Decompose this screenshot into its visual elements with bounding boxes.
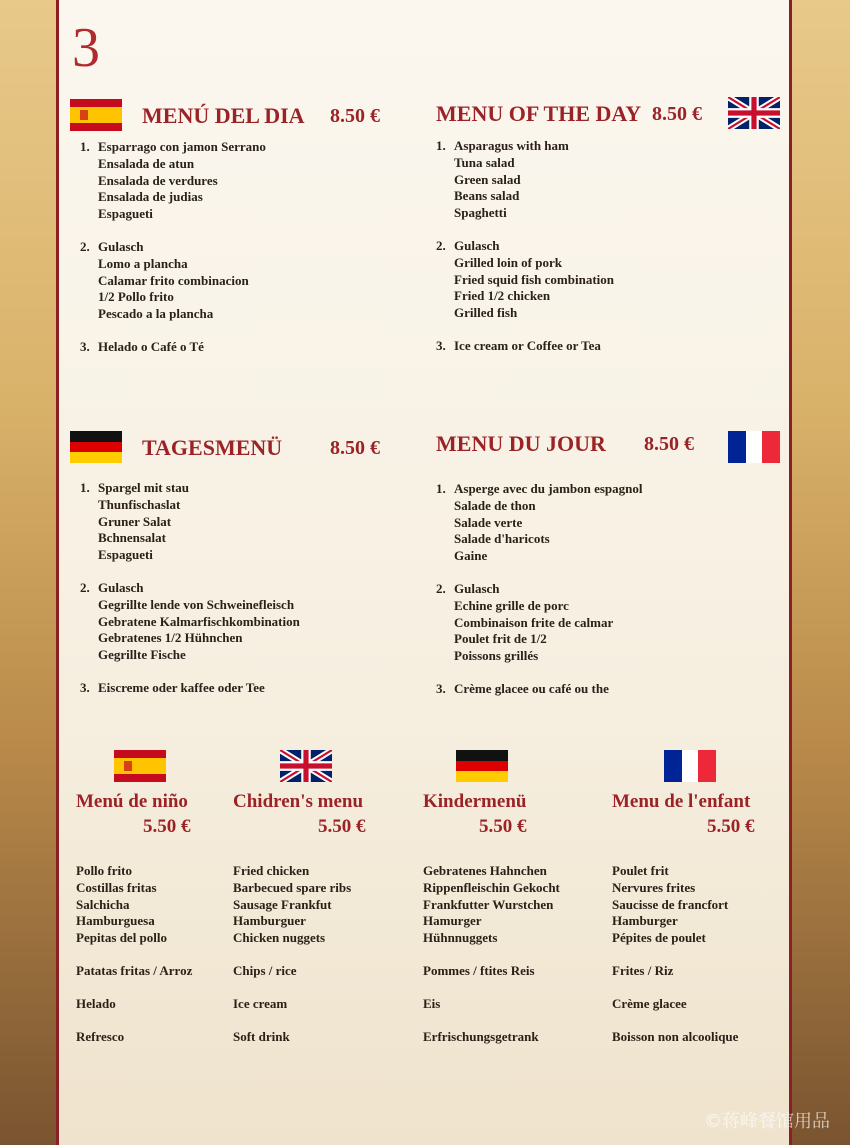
menu-item [80, 647, 300, 664]
menu-item-label: Ice cream or Coffee or Tea [454, 337, 601, 353]
menu-item-label: Gulasch [98, 238, 144, 254]
course-number: 1. [80, 139, 90, 154]
kids-group [233, 1029, 351, 1046]
course-1 [80, 480, 300, 564]
menu-item [80, 680, 300, 697]
menu-item-label: Gaine [454, 548, 488, 564]
menu-item [80, 273, 266, 290]
kids-item: Pollo frito [76, 863, 132, 878]
kids-title-de: Kindermenü [423, 791, 527, 812]
menu-item [436, 205, 614, 222]
menu-item [436, 581, 643, 598]
menu-item [436, 615, 643, 632]
course-1 [80, 139, 266, 223]
menu-item [436, 238, 614, 255]
course-number: 3. [80, 679, 90, 695]
menu-item-label: Poulet frit de 1/2 [454, 631, 547, 647]
menu-item [436, 681, 643, 698]
kids-item: Erfrischungsgetrank [423, 1028, 539, 1044]
menu-item-label: Bchnensalat [98, 530, 166, 546]
kids-item: Ice cream [233, 995, 288, 1011]
menu-title-fr: MENU DU JOUR [436, 431, 606, 456]
menu-list-de [80, 480, 300, 713]
menu-item [80, 256, 266, 273]
menu-item-label: Combinaison frite de calmar [454, 614, 614, 630]
germany-flag-icon [456, 750, 508, 782]
kids-item: Soft drink [233, 1028, 290, 1044]
menu-item-label: Gulasch [98, 579, 144, 595]
kids-list-fr [612, 863, 738, 1061]
kids-group [76, 863, 192, 947]
menu-item-label: Fried 1/2 chicken [454, 288, 551, 304]
menu-item-label: Thunfischaslat [98, 496, 181, 512]
kids-group [423, 1029, 560, 1046]
kids-price-en: 5.50 € [318, 816, 366, 837]
menu-item [80, 530, 300, 547]
menu-item-label: Beans salad [454, 188, 520, 204]
kids-title-es: Menú de niño [76, 791, 188, 812]
kids-item: Hamurger [423, 913, 482, 929]
course-number: 2. [436, 237, 446, 253]
kids-price-fr: 5.50 € [707, 816, 755, 837]
course-number: 3. [436, 680, 446, 696]
menu-item [80, 139, 266, 156]
menu-item-label: Espagueti [98, 547, 153, 563]
course-3 [436, 338, 614, 355]
menu-item [436, 288, 614, 305]
menu-item [436, 548, 643, 565]
menu-item [80, 514, 300, 531]
menu-item [436, 481, 643, 498]
kids-group [423, 996, 560, 1013]
course-number: 2. [436, 580, 446, 596]
page-number: 3 [72, 17, 100, 79]
menu-price-es: 8.50 € [330, 105, 380, 127]
menu-item-label: Eiscreme oder kaffee oder Tee [98, 679, 265, 695]
spain-flag-icon [70, 99, 122, 131]
menu-item [80, 289, 266, 306]
kids-group [612, 863, 738, 947]
menu-item-label: Gebratenes 1/2 Hühnchen [98, 630, 243, 646]
menu-item [80, 614, 300, 631]
kids-title-fr: Menu de l'enfant [612, 791, 751, 812]
kids-item: Barbecued spare ribs [233, 879, 352, 895]
kids-list-de [423, 863, 560, 1061]
kids-item: Nervures frites [612, 879, 696, 895]
watermark: ©蒋峰餐馆用品 [704, 1111, 830, 1132]
menu-item [436, 155, 614, 172]
kids-group [233, 863, 351, 947]
menu-list-en [436, 138, 614, 371]
menu-item [80, 580, 300, 597]
kids-group [612, 1029, 738, 1046]
menu-item-label: Green salad [454, 171, 521, 187]
france-flag-icon [728, 431, 780, 463]
menu-item-label: Helado o Café o Té [98, 338, 204, 354]
menu-item [436, 531, 643, 548]
kids-price-es: 5.50 € [143, 816, 191, 837]
menu-item-label: Pescado a la plancha [98, 306, 214, 322]
menu-item-label: Gebratene Kalmarfischkombination [98, 613, 300, 629]
menu-item-label: Spargel mit stau [98, 480, 189, 495]
menu-item [436, 498, 643, 515]
menu-item [80, 480, 300, 497]
menu-item [80, 547, 300, 564]
menu-item-label: 1/2 Pollo frito [98, 289, 174, 305]
menu-item [436, 648, 643, 665]
course-number: 1. [436, 481, 446, 496]
course-2 [436, 238, 614, 322]
menu-title-es: MENÚ DEL DIA [142, 103, 305, 128]
kids-item: Patatas fritas / Arroz [76, 962, 193, 978]
spain-flag-icon [114, 750, 166, 782]
kids-group [76, 1029, 192, 1046]
course-2 [80, 580, 300, 664]
menu-item-label: Calamar frito combinacion [98, 272, 249, 288]
course-1 [436, 138, 614, 222]
menu-item [436, 255, 614, 272]
kids-group [612, 996, 738, 1013]
germany-flag-icon [70, 431, 122, 463]
menu-item [436, 338, 614, 355]
menu-item [436, 305, 614, 322]
menu-item-label: Espagueti [98, 206, 153, 222]
course-3 [80, 339, 266, 356]
menu-item-label: Asparagus with ham [454, 138, 569, 153]
kids-item: Chicken nuggets [233, 930, 326, 946]
menu-title-de: TAGESMENÜ [142, 435, 283, 460]
background-right [792, 0, 850, 1145]
kids-item: Rippenfleischin Gekocht [423, 879, 560, 895]
kids-group [76, 996, 192, 1013]
kids-group [233, 963, 351, 980]
menu-item [436, 172, 614, 189]
menu-item-label: Salade de thon [454, 497, 536, 513]
course-3 [80, 680, 300, 697]
menu-item [436, 598, 643, 615]
menu-item-label: Gegrillte lende von Schweinefleisch [98, 596, 295, 612]
kids-item: Gebratenes Hahnchen [423, 863, 547, 878]
menu-item [80, 497, 300, 514]
menu-item-label: Grilled loin of pork [454, 254, 562, 270]
course-number: 1. [80, 480, 90, 495]
menu-item-label: Lomo a plancha [98, 255, 188, 271]
menu-list-fr [436, 481, 643, 714]
course-2 [80, 239, 266, 323]
kids-group [76, 963, 192, 980]
menu-item-label: Poissons grillés [454, 648, 539, 664]
background-left [0, 0, 60, 1145]
kids-item: Crème glacee [612, 995, 687, 1011]
kids-item: Refresco [76, 1028, 125, 1044]
course-number: 2. [80, 579, 90, 595]
kids-item: Pepitas del pollo [76, 930, 168, 946]
course-number: 3. [80, 338, 90, 354]
menu-title-en: MENU OF THE DAY [436, 101, 642, 126]
kids-item: Frites / Riz [612, 962, 674, 978]
course-number: 3. [436, 337, 446, 353]
menu-item-label: Crème glacee ou café ou the [454, 680, 609, 696]
menu-item-label: Ensalada de verdures [98, 172, 218, 188]
kids-item: Helado [76, 995, 116, 1011]
menu-item [80, 630, 300, 647]
menu-item [436, 138, 614, 155]
menu-item-label: Fried squid fish combination [454, 271, 615, 287]
menu-item [80, 189, 266, 206]
kids-item: Fried chicken [233, 863, 310, 878]
menu-item [80, 156, 266, 173]
kids-item: Hamburguesa [76, 913, 155, 929]
kids-item: Hamburguer [233, 913, 306, 929]
kids-item: Frankfutter Wurstchen [423, 896, 554, 912]
kids-item: Hühnnuggets [423, 930, 498, 946]
menu-item-label: Echine grille de porc [454, 597, 569, 613]
kids-item: Salchicha [76, 896, 130, 912]
menu-price-fr: 8.50 € [644, 433, 694, 455]
kids-title-en: Chidren's menu [233, 791, 364, 812]
menu-item-label: Esparrago con jamon Serrano [98, 139, 266, 154]
kids-item: Poulet frit [612, 863, 669, 878]
course-1 [436, 481, 643, 565]
kids-group [423, 963, 560, 980]
menu-item-label: Gruner Salat [98, 513, 172, 529]
kids-group [423, 863, 560, 947]
menu-item [80, 339, 266, 356]
kids-item: Boisson non alcoolique [612, 1028, 739, 1044]
menu-item [436, 631, 643, 648]
menu-item-label: Gegrillte Fische [98, 647, 186, 663]
menu-item-label: Asperge avec du jambon espagnol [454, 481, 643, 496]
menu-item [436, 188, 614, 205]
kids-item: Pépites de poulet [612, 930, 706, 946]
kids-item: Pommes / ftites Reis [423, 962, 535, 978]
menu-item-label: Grilled fish [454, 305, 518, 321]
menu-item [80, 173, 266, 190]
kids-group [233, 996, 351, 1013]
kids-item: Costillas fritas [76, 879, 157, 895]
menu-item [80, 306, 266, 323]
france-flag-icon [664, 750, 716, 782]
kids-item: Eis [423, 995, 441, 1011]
menu-item-label: Gulasch [454, 237, 500, 253]
menu-item-label: Gulasch [454, 580, 500, 596]
menu-item-label: Ensalada de atun [98, 155, 195, 171]
kids-item: Sausage Frankfut [233, 896, 332, 912]
kids-list-es [76, 863, 192, 1061]
menu-item-label: Salade verte [454, 514, 523, 530]
menu-item [80, 206, 266, 223]
menu-item-label: Spaghetti [454, 205, 507, 221]
kids-list-en [233, 863, 351, 1061]
menu-item-label: Salade d'haricots [454, 531, 550, 547]
menu-list-es [80, 139, 266, 372]
menu-item [436, 515, 643, 532]
menu-price-en: 8.50 € [652, 103, 702, 125]
kids-group [612, 963, 738, 980]
course-number: 1. [436, 138, 446, 153]
course-2 [436, 581, 643, 665]
course-3 [436, 681, 643, 698]
menu-item-label: Tuna salad [454, 154, 515, 170]
kids-item: Hamburger [612, 913, 678, 929]
kids-item: Chips / rice [233, 962, 297, 978]
uk-flag-icon [280, 750, 332, 782]
uk-flag-icon [728, 97, 780, 129]
kids-price-de: 5.50 € [479, 816, 527, 837]
menu-item-label: Ensalada de judias [98, 189, 203, 205]
menu-price-de: 8.50 € [330, 437, 380, 459]
course-number: 2. [80, 238, 90, 254]
kids-item: Saucisse de francfort [612, 896, 729, 912]
menu-item [80, 239, 266, 256]
menu-item [436, 272, 614, 289]
menu-item [80, 597, 300, 614]
